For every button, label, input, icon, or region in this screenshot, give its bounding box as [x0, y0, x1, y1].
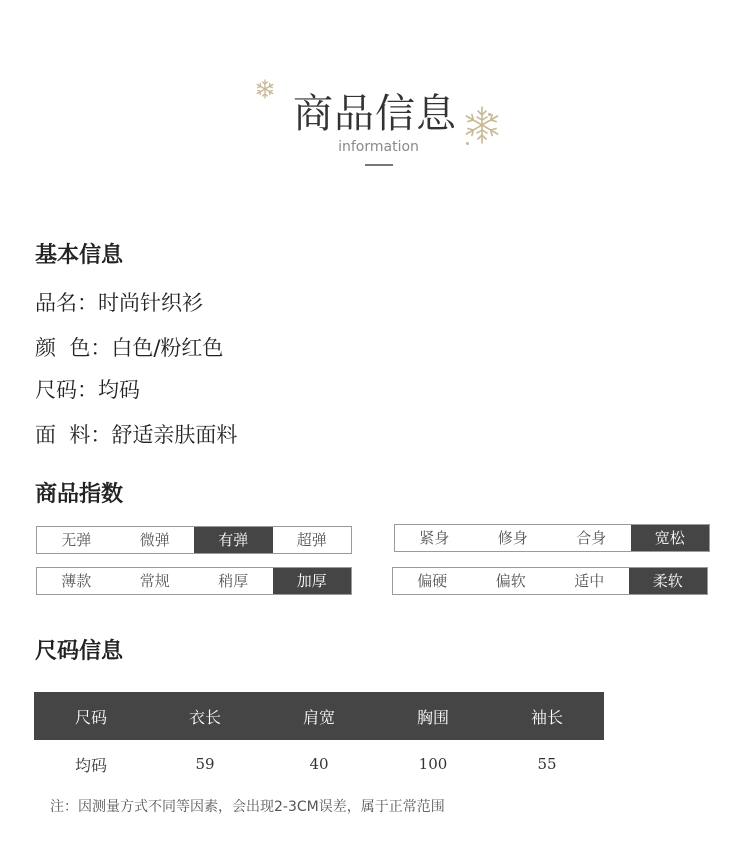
column-header: 肩宽 — [302, 707, 335, 727]
index-option: 无弹 — [61, 531, 92, 549]
index-option-selected: 有弹 — [194, 527, 273, 553]
sparkle-dot — [488, 113, 491, 116]
softness-index — [392, 567, 708, 595]
index-option-selected: 宽松 — [631, 525, 710, 551]
index-option: 紧身 — [419, 529, 450, 547]
section-heading-basic-info: 基本信息 — [35, 243, 124, 268]
table-row — [34, 740, 604, 788]
table-cell: 均码 — [74, 755, 107, 775]
section-heading-size-info: 尺码信息 — [35, 639, 124, 664]
info-line-color: 颜 色：白色/粉红色 — [35, 336, 224, 360]
index-option: 适中 — [574, 572, 605, 590]
size-table-header — [34, 692, 604, 740]
index-option-selected: 柔软 — [629, 568, 708, 594]
index-option: 修身 — [497, 529, 528, 547]
index-option: 超弹 — [296, 531, 327, 549]
thickness-index — [36, 567, 352, 595]
index-option: 合身 — [576, 529, 607, 547]
index-option: 微弹 — [139, 531, 170, 549]
page-subtitle: information — [338, 139, 419, 155]
table-cell: 100 — [418, 755, 448, 773]
index-option: 偏硬 — [417, 572, 448, 590]
column-header: 袖长 — [530, 707, 563, 727]
column-header: 衣长 — [188, 707, 221, 727]
elasticity-index — [36, 526, 352, 554]
column-header: 胸围 — [416, 707, 449, 727]
table-cell: 59 — [195, 755, 215, 773]
size-table — [34, 692, 604, 788]
info-line-name: 品名：时尚针织衫 — [35, 291, 203, 315]
info-line-size: 尺码：均码 — [35, 378, 140, 402]
index-option: 稍厚 — [218, 572, 249, 590]
table-cell: 40 — [309, 755, 329, 773]
page-title: 商品信息 — [293, 91, 457, 137]
index-option: 薄款 — [61, 572, 92, 590]
title-divider — [365, 164, 393, 166]
fit-index — [394, 524, 710, 552]
info-line-fabric: 面 料：舒适亲肤面料 — [35, 423, 238, 447]
index-option: 偏软 — [495, 572, 526, 590]
index-option-selected: 加厚 — [273, 568, 352, 594]
index-option: 常规 — [139, 572, 170, 590]
table-cell: 55 — [537, 755, 557, 773]
column-header: 尺码 — [74, 707, 107, 727]
section-heading-index: 商品指数 — [35, 482, 124, 507]
measurement-note: 注：因测量方式不同等因素，会出现2-3CM误差，属于正常范围 — [50, 799, 445, 815]
